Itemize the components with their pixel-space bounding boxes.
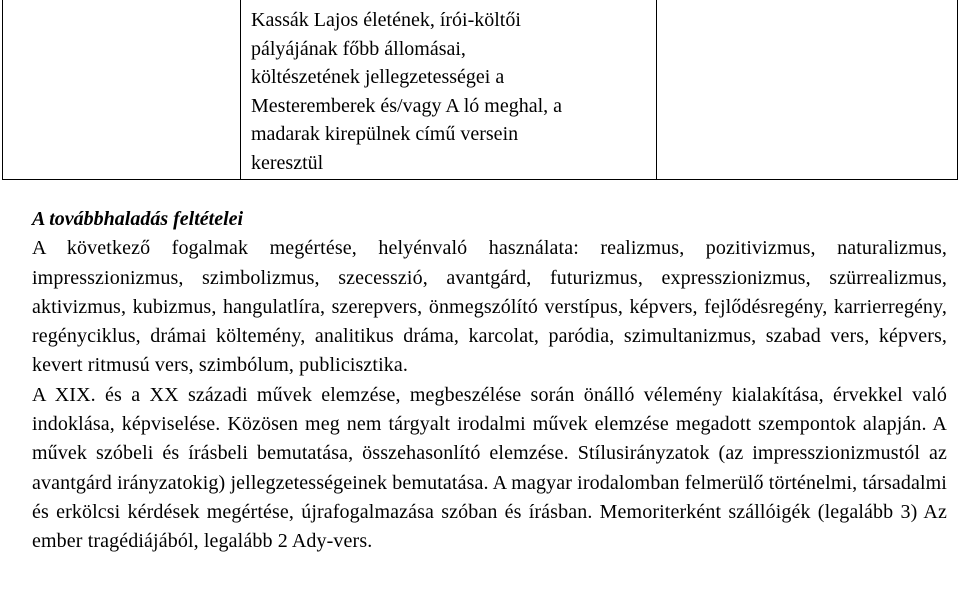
concepts-paragraph: A következő fogalmak megértése, helyénvaló használata: realizmus, pozitivizmus, naturalizmus, impresszionizmus, szimbolizmus, szecesszió, avantgárd, futurizmus, expresszionizmus, szürrealizmus, aktivizmus, kubizmus, hangulatlíra, szerepvers, önmegszólító verstípus, képvers, fejlődésregény, karrierregény, regényciklus, drámai költemény, analitikus dráma, karcolat, paródia, szimultanizmus, szabad vers, képvers, kevert ritmusú vers, szimbólum, publicisztika. bbox=[32, 237, 947, 377]
section-heading: A továbbhaladás feltételei bbox=[32, 208, 244, 230]
table-column-divider bbox=[240, 0, 241, 179]
table-cell-topic: Kassák Lajos életének, írói-költői pályájának főbb állomásai, költészetének jellegzetességei a Mesteremberek és/vagy A ló meghal, a madarak kirepülnek című versein keresztül bbox=[251, 9, 563, 174]
curriculum-table-row bbox=[2, 0, 958, 180]
table-column-divider bbox=[656, 0, 657, 179]
requirements-section bbox=[32, 205, 947, 557]
analysis-paragraph: A XIX. és a XX századi művek elemzése, megbeszélése során önálló vélemény kialakítása, érvekkel való indoklása, képviselése. Közösen meg nem tárgyalt irodalmi művek elemzése megadott szempontok alapján. A művek szóbeli és írásbeli bemutatása, összehasonlító elemzése. Stílusirányzatok (az impresszionizmustól az avantgárd irányzatokig) jellegzetességeinek bemutatása. A magyar irodalomban felmerülő történelmi, társadalmi és erkölcsi kérdések megértése, újrafogalmazása szóban és írásban. Memoriterként szállóigék (legalább 3) Az ember tragédiájából, legalább 2 Ady-vers. bbox=[32, 383, 947, 553]
